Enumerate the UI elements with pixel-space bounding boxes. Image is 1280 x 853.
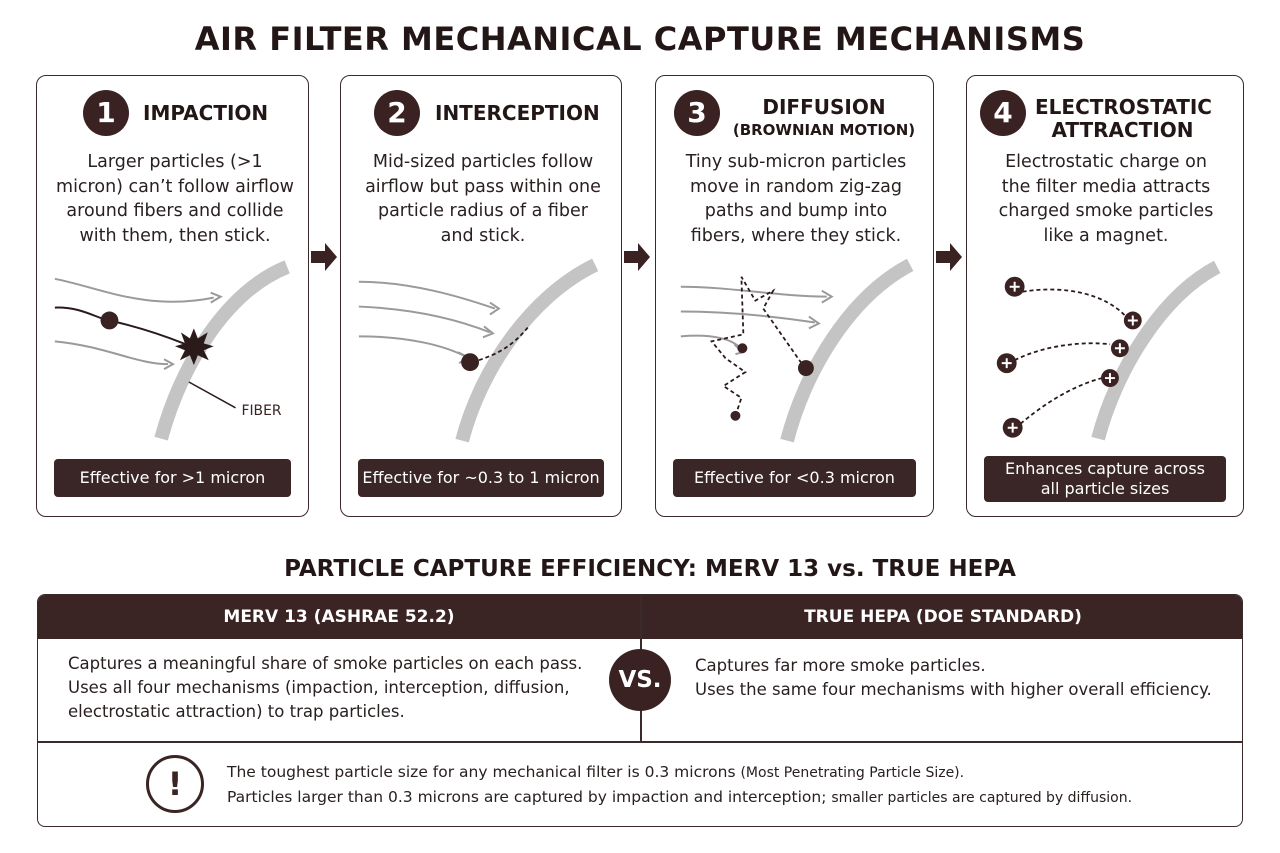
card-subtitle: (BROWNIAN MOTION) <box>732 121 916 139</box>
true-hepa-line: Uses the same four mechanisms with higher overall efficiency. <box>695 680 1212 699</box>
merv13-line: electrostatic attraction) to trap particles. <box>68 702 405 721</box>
fiber-label: FIBER <box>241 402 282 419</box>
arrow-right-icon <box>622 240 652 274</box>
true-hepa-line: Captures far more smoke particles. <box>695 656 986 675</box>
merv13-line: Uses all four mechanisms (impaction, interception, diffusion, <box>68 678 570 697</box>
note-text <box>227 760 1132 810</box>
particle-dot <box>101 312 119 330</box>
merv13-description <box>68 652 608 724</box>
step-number-badge: 3 <box>674 90 720 136</box>
particle-dot <box>730 411 740 421</box>
note-line1: The toughest particle size for any mechanical filter is 0.3 microns <box>227 763 736 781</box>
plus-charge-icon <box>1111 339 1129 357</box>
note-line <box>227 785 1132 810</box>
card-title: IMPACTION <box>143 101 269 125</box>
plus-charge-icon <box>1005 277 1025 297</box>
card-description: Larger particles (>1 micron) can’t follow airflow around fibers and collide with them, then stick. <box>56 152 294 246</box>
true-hepa-header: TRUE HEPA (DOE STANDARD) <box>804 607 1082 627</box>
card-description: Mid-sized particles follow airflow but pass within one particle radius of a fiber and stick. <box>365 152 601 246</box>
plus-charge-icon <box>1124 312 1142 330</box>
merv13-line: Captures a meaningful share of smoke particles on each pass. <box>68 654 583 673</box>
plus-charge-icon <box>1003 418 1023 438</box>
card-description: Tiny sub-micron particles move in random zig-zag paths and bump into fibers, where they stick. <box>685 152 907 246</box>
step-number-badge: 2 <box>374 90 420 136</box>
card-title: INTERCEPTION <box>435 101 600 125</box>
step-number-badge: 1 <box>83 90 129 136</box>
vs-badge: VS. <box>609 649 671 711</box>
comparison-table <box>37 594 1243 827</box>
badge-line1: Enhances capture across <box>1004 459 1205 478</box>
arrow-right-icon <box>309 240 339 274</box>
card-description: Electrostatic charge on the filter media attracts charged smoke particles like a magnet. <box>998 152 1214 246</box>
card-title-line2: ATTRACTION <box>1051 118 1194 142</box>
row-divider <box>38 741 1242 743</box>
badge-line2: all particle sizes <box>1040 479 1170 498</box>
plus-charge-icon <box>1101 369 1119 387</box>
particle-dot <box>461 353 479 371</box>
true-hepa-description <box>695 654 1235 702</box>
merv13-header: MERV 13 (ASHRAE 52.2) <box>223 607 455 627</box>
mechanism-card-interception <box>340 75 622 517</box>
arrow-right-icon <box>934 240 964 274</box>
mechanism-card-diffusion <box>655 75 934 517</box>
particle-dot <box>798 360 814 376</box>
mechanism-card-electrostatic <box>966 75 1244 517</box>
card-title <box>729 96 919 142</box>
note-line <box>227 760 1132 785</box>
mechanism-card-impaction <box>36 75 309 517</box>
card-title-line1: ELECTROSTATIC <box>1035 95 1212 119</box>
page-title: AIR FILTER MECHANICAL CAPTURE MECHANISMS <box>194 20 1086 58</box>
comparison-title: PARTICLE CAPTURE EFFICIENCY: MERV 13 vs. TRUE HEPA <box>284 556 1016 582</box>
effectiveness-badge: Effective for >1 micron <box>54 459 291 497</box>
particle-dot <box>737 343 747 353</box>
plus-charge-icon <box>997 353 1017 373</box>
effectiveness-badge: Effective for <0.3 micron <box>673 459 916 497</box>
effectiveness-badge: Effective for ~0.3 to 1 micron <box>358 459 604 497</box>
step-number-badge: 4 <box>980 90 1026 136</box>
card-title <box>1035 96 1210 142</box>
note-line2: Particles larger than 0.3 microns are captured by impaction and interception; <box>227 788 827 806</box>
card-title-main: DIFFUSION <box>762 95 886 119</box>
exclamation-icon: ! <box>146 755 204 813</box>
note-line1-small: (Most Penetrating Particle Size). <box>740 765 965 781</box>
effectiveness-badge <box>984 456 1226 502</box>
note-line2-small: smaller particles are captured by diffusion. <box>831 790 1133 806</box>
